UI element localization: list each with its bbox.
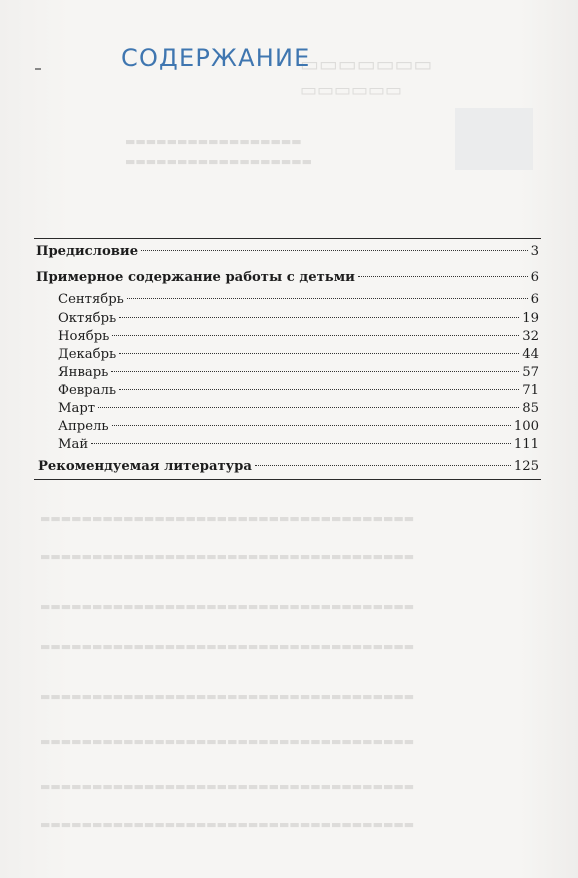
toc-entry-page: 111	[513, 437, 539, 452]
dot-leader	[119, 317, 519, 318]
dot-leader	[119, 353, 519, 354]
toc-entry[interactable]	[58, 364, 539, 382]
toc-entry-title: Сентябрь	[58, 292, 124, 307]
toc-entry[interactable]	[36, 243, 539, 261]
toc-entry-title: Предисловие	[36, 244, 139, 259]
toc-entry-title: Рекомендуемая литература	[38, 459, 252, 474]
toc-entry-page: 3	[530, 244, 539, 259]
bleed-through-text: ▭▭▭▭▭▭▭	[300, 52, 433, 76]
bleed-through-text: ▬▬▬▬▬▬▬▬▬▬▬▬▬▬▬▬▬▬▬▬▬▬▬▬▬▬▬▬▬▬▬▬▬▬▬▬	[40, 735, 415, 748]
print-mark	[35, 68, 41, 70]
bleed-through-text: ▭▭▭▭▭▭	[300, 80, 403, 101]
toc-entry-title: Январь	[58, 365, 109, 380]
dot-leader	[111, 371, 519, 372]
dot-leader	[141, 250, 528, 251]
page-title: СОДЕРЖАНИЕ	[121, 44, 311, 72]
dot-leader	[119, 389, 519, 390]
bleed-through-text: ▬▬▬▬▬▬▬▬▬▬▬▬▬▬▬▬▬	[125, 135, 302, 148]
dot-leader	[127, 298, 528, 299]
toc-top-rule	[34, 238, 541, 239]
toc-entry-title: Март	[58, 401, 96, 416]
dot-leader	[98, 407, 519, 408]
bleed-through-text: ▬▬▬▬▬▬▬▬▬▬▬▬▬▬▬▬▬▬▬▬▬▬▬▬▬▬▬▬▬▬▬▬▬▬▬▬	[40, 600, 415, 613]
toc-entry[interactable]	[58, 382, 539, 400]
toc-entry[interactable]	[58, 436, 539, 454]
dot-leader	[255, 465, 511, 466]
toc-entry-page: 44	[522, 347, 539, 362]
toc-entry[interactable]	[58, 310, 539, 328]
toc-entry[interactable]	[58, 291, 539, 309]
toc-entry-title: Апрель	[58, 419, 109, 434]
toc-entry-page: 71	[522, 383, 539, 398]
toc-entry-title: Декабрь	[58, 347, 117, 362]
toc-entry-title: Май	[58, 437, 89, 452]
toc-entry-title: Примерное содержание работы с детьми	[36, 270, 355, 285]
dot-leader	[112, 335, 519, 336]
bleed-through-text: ▬▬▬▬▬▬▬▬▬▬▬▬▬▬▬▬▬▬▬▬▬▬▬▬▬▬▬▬▬▬▬▬▬▬▬▬	[40, 640, 415, 653]
toc-entry[interactable]	[58, 346, 539, 364]
bleed-through-text: ▬▬▬▬▬▬▬▬▬▬▬▬▬▬▬▬▬▬	[125, 155, 313, 168]
bleed-through-text: ▬▬▬▬▬▬▬▬▬▬▬▬▬▬▬▬▬▬▬▬▬▬▬▬▬▬▬▬▬▬▬▬▬▬▬▬	[40, 550, 415, 563]
toc-entry-page: 6	[530, 270, 539, 285]
toc-entry-title: Февраль	[58, 383, 117, 398]
toc-entry[interactable]	[36, 269, 539, 287]
toc-entry-page: 85	[522, 401, 539, 416]
bleed-through-text: ▬▬▬▬▬▬▬▬▬▬▬▬▬▬▬▬▬▬▬▬▬▬▬▬▬▬▬▬▬▬▬▬▬▬▬▬	[40, 818, 415, 831]
dot-leader	[358, 276, 528, 277]
dot-leader	[91, 443, 511, 444]
toc-entry-page: 125	[513, 459, 539, 474]
toc-entry-page: 6	[530, 292, 539, 307]
toc-entry-page: 57	[522, 365, 539, 380]
toc-entry[interactable]	[58, 328, 539, 346]
bleed-through-image	[455, 108, 533, 170]
bleed-through-text: ▬▬▬▬▬▬▬▬▬▬▬▬▬▬▬▬▬▬▬▬▬▬▬▬▬▬▬▬▬▬▬▬▬▬▬▬	[40, 512, 415, 525]
toc-bottom-rule	[34, 479, 541, 480]
toc-entry[interactable]	[58, 400, 539, 418]
toc-entry[interactable]	[58, 418, 539, 436]
toc-entry-title: Ноябрь	[58, 329, 110, 344]
toc-entry-page: 32	[522, 329, 539, 344]
dot-leader	[112, 425, 511, 426]
toc-entry-page: 19	[522, 311, 539, 326]
toc-entry[interactable]	[38, 458, 539, 476]
bleed-through-text: ▬▬▬▬▬▬▬▬▬▬▬▬▬▬▬▬▬▬▬▬▬▬▬▬▬▬▬▬▬▬▬▬▬▬▬▬	[40, 780, 415, 793]
bleed-through-text: ▬▬▬▬▬▬▬▬▬▬▬▬▬▬▬▬▬▬▬▬▬▬▬▬▬▬▬▬▬▬▬▬▬▬▬▬	[40, 690, 415, 703]
toc-entry-title: Октябрь	[58, 311, 117, 326]
toc-entry-page: 100	[513, 419, 539, 434]
